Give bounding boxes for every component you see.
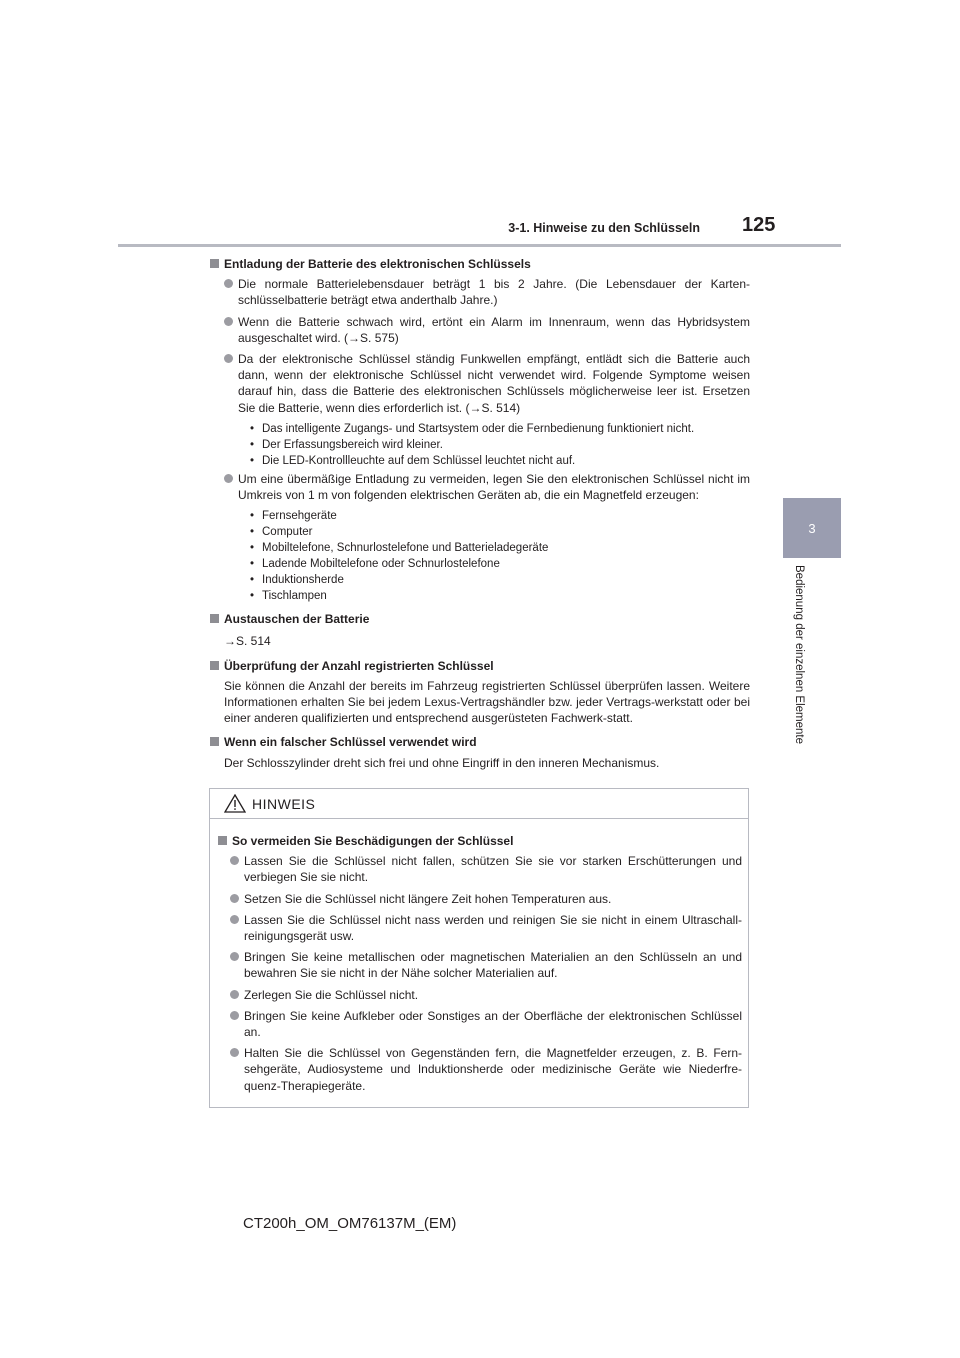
round-bullet-icon <box>224 474 233 483</box>
section-wrong-key <box>210 734 750 770</box>
list-item: • Ladende Mobiltelefone oder Schnurlostelefone <box>250 558 500 571</box>
square-bullet-icon <box>210 661 219 670</box>
list-item: Lassen Sie die Schlüssel nicht fallen, schützen Sie sie vor starken Erschütterungen und verbiegen Sie sie nicht. <box>230 853 742 885</box>
list-item: Bringen Sie keine metallischen oder magnetischen Materialien an den Schlüsseln an und bewahren Sie sie nicht in der Nähe solcher Materialien auf. <box>230 949 742 981</box>
chapter-tab-label: Bedienung der einzelnen Elemente <box>793 565 805 745</box>
list-item: • Das intelligente Zugangs- und Startsystem oder die Fernbedienung funktioniert nicht. <box>250 422 695 435</box>
list-item: Lassen Sie die Schlüssel nicht nass werden und reinigen Sie sie nicht in einem Ultraschall-reinigungsgerät usw. <box>230 912 742 944</box>
list-item: Setzen Sie die Schlüssel nicht längere Zeit hohen Temperaturen aus. <box>230 891 742 907</box>
round-bullet-icon <box>230 952 239 961</box>
device-list <box>250 508 750 604</box>
square-bullet-icon <box>210 737 219 746</box>
list-item: Wenn die Batterie schwach wird, ertönt ein Alarm im Innenraum, wenn das Hybridsystem ausgeschaltet wird. (→S. 575) <box>224 314 750 346</box>
warning-triangle-icon <box>224 794 246 813</box>
round-bullet-icon <box>224 354 233 363</box>
list-item: • Der Erfassungsbereich wird kleiner. <box>250 438 443 451</box>
section-heading: Wenn ein falscher Schlüssel verwendet wird <box>224 735 477 750</box>
header-title: 3-1. Hinweise zu den Schlüsseln <box>508 221 700 235</box>
notice-box <box>209 788 749 1108</box>
list-item: • Tischlampen <box>250 590 327 603</box>
list-item: • Die LED-Kontrollleuchte auf dem Schlüssel leuchtet nicht auf. <box>250 454 576 467</box>
round-bullet-icon <box>230 915 239 924</box>
list-item: Halten Sie die Schlüssel von Gegenständen fern, die Magnetfelder erzeugen, z. B. Fern-sehgeräte, Audiosysteme und Induktionsherde oder medizinische Geräte wie Niederfre-quenz-Therapiegeräte. <box>230 1045 742 1094</box>
chapter-tab[interactable] <box>783 498 841 558</box>
square-bullet-icon <box>218 836 227 845</box>
list-item: • Mobiltelefone, Schnurlostelefone und Batterieladegeräte <box>250 542 549 555</box>
notice-title: HINWEIS <box>252 795 316 812</box>
list-item: Zerlegen Sie die Schlüssel nicht. <box>230 987 742 1003</box>
section-heading: Überprüfung der Anzahl registrierten Schlüssel <box>224 658 494 673</box>
round-bullet-icon <box>230 1048 239 1057</box>
list-item: Die normale Batterielebensdauer beträgt 1 bis 2 Jahre. (Die Lebensdauer der Karten-schlüsselbatterie beträgt etwa anderthalb Jahre.) <box>224 276 750 308</box>
section-text: Der Schlosszylinder dreht sich frei und ohne Eingriff in den inneren Mechanismus. <box>224 755 660 770</box>
round-bullet-icon <box>230 1011 239 1020</box>
document-code: CT200h_OM_OM76137M_(EM) <box>243 1215 457 1232</box>
list-item: • Induktionsherde <box>250 574 344 587</box>
section-text: Sie können die Anzahl der bereits im Fahrzeug registrierten Schlüssel überprüfen lassen. Weitere Informationen erhalten Sie bei jedem Lexus-Vertragshändler bzw. jeder Vertrags-werkstatt oder bei einer anderen qualifizierten und entsprechend ausgerüsteten Fachwerk-statt. <box>224 678 750 726</box>
main-content <box>210 256 750 778</box>
chapter-tab-number: 3 <box>808 520 816 536</box>
section-check-keys <box>210 658 750 727</box>
list-item: Um eine übermäßige Entladung zu vermeiden, legen Sie den elektronischen Schlüssel nicht im Umkreis von 1 m von folgenden elektrischen Geräten ab, die ein Magnetfeld erzeugen: <box>224 471 750 503</box>
symptom-list <box>250 421 750 469</box>
page-number: 125 <box>742 214 776 236</box>
round-bullet-icon <box>224 279 233 288</box>
list-item: • Fernsehgeräte <box>250 510 337 523</box>
notice-heading: So vermeiden Sie Beschädigungen der Schlüssel <box>232 834 514 848</box>
round-bullet-icon <box>230 894 239 903</box>
round-bullet-icon <box>224 317 233 326</box>
square-bullet-icon <box>210 259 219 268</box>
section-replace-battery <box>210 611 750 649</box>
page-reference-link[interactable]: →S. 514 <box>224 634 271 649</box>
section-battery-discharge <box>210 256 750 604</box>
section-heading: Entladung der Batterie des elektronischen Schlüssels <box>224 257 531 271</box>
section-heading: Austauschen der Batterie <box>224 612 370 627</box>
list-item: Da der elektronische Schlüssel ständig Funkwellen empfängt, entlädt sich die Batterie auch dann, wenn der elektronische Schlüssel nicht verwendet wird. Folgende Symptome weisen darauf hin, dass die Batterie des elektronischen Schlüssels möglicherweise leer ist. Ersetzen Sie die Batterie, wenn dies erforderlich ist. (→S. 514) <box>224 351 750 416</box>
round-bullet-icon <box>230 856 239 865</box>
list-item: • Computer <box>250 526 313 539</box>
round-bullet-icon <box>230 990 239 999</box>
square-bullet-icon <box>210 614 219 623</box>
list-item: Bringen Sie keine Aufkleber oder Sonstiges an der Oberfläche der elektronischen Schlüssel an. <box>230 1008 742 1040</box>
header-rule <box>118 244 841 247</box>
